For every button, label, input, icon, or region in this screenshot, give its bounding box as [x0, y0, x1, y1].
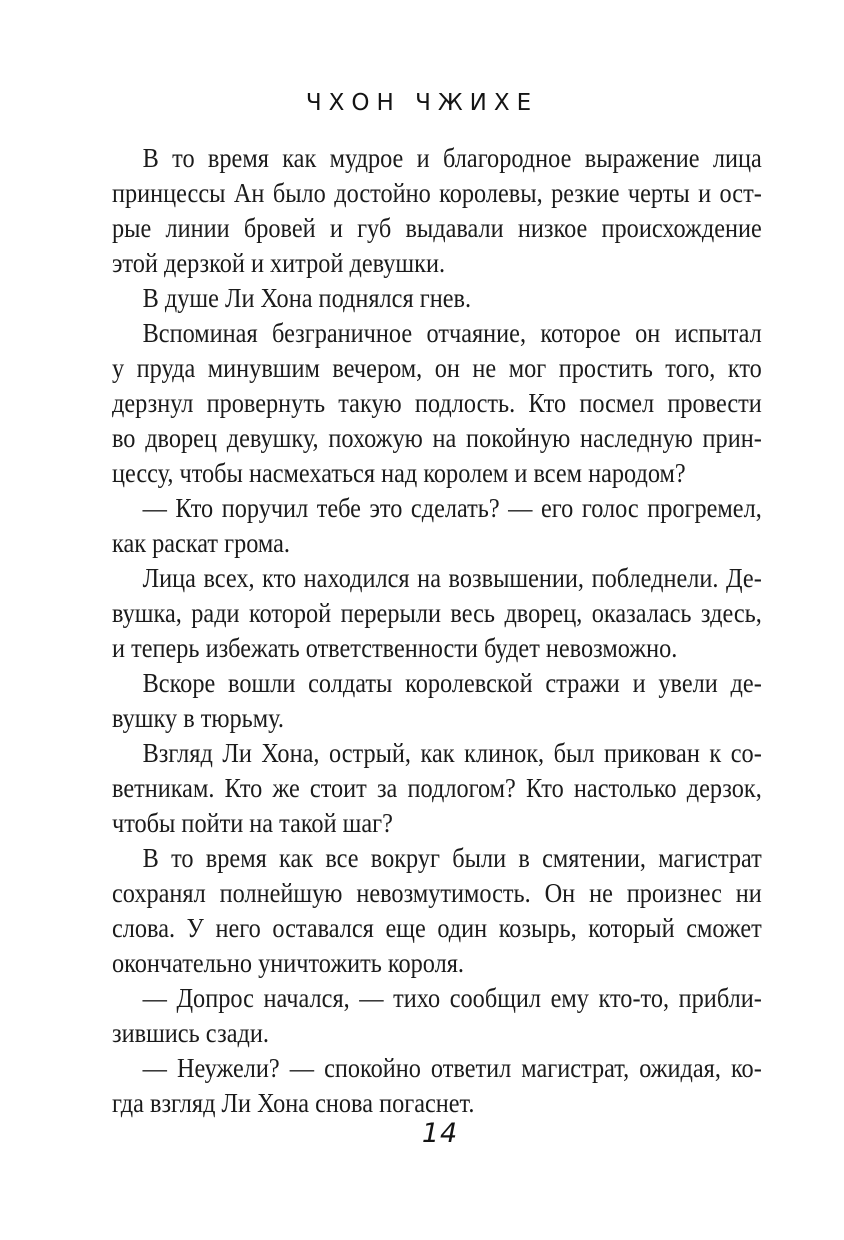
- paragraph-8-line-3: слова. У него оставался еще один козырь, который сможет: [112, 913, 762, 943]
- paragraph-3-line-3: дерзнул провернуть такую подлость. Кто посмел провести: [112, 388, 762, 418]
- paragraph-5-line-1: Лица всех, кто находился на возвышении, побледнели. Де-: [142, 563, 762, 593]
- paragraph-3-line-4: во дворец девушку, похожую на покойную наследную прин-: [112, 423, 762, 453]
- paragraph-3-line-1: Вспоминая безграничное отчаяние, которое он испытал: [142, 318, 762, 348]
- paragraph-1-line-2: принцессы Ан было достойно королевы, резкие черты и ост-: [112, 178, 762, 208]
- paragraph-10-line-2: гда взгляд Ли Хона снова погаснет.: [112, 1088, 475, 1118]
- paragraph-1-line-4: этой дерзкой и хитрой девушки.: [112, 248, 446, 278]
- paragraph-4-line-2: как раскат грома.: [112, 528, 291, 558]
- paragraph: [112, 281, 762, 316]
- paragraph: [112, 666, 762, 736]
- paragraph-7-line-3: чтобы пойти на такой шаг?: [112, 808, 393, 838]
- running-header-author: ЧХОН ЧЖИХЕ: [305, 90, 539, 116]
- paragraph-4-line-1: — Кто поручил тебе это сделать? — его голос прогремел,: [142, 493, 762, 523]
- paragraph-8-line-4: окончательно уничтожить короля.: [112, 948, 464, 978]
- paragraph-8-line-2: сохранял полнейшую невозмутимость. Он не произнес ни: [112, 878, 762, 908]
- paragraph: [112, 981, 762, 1051]
- paragraph-3-line-2: у пруда минувшим вечером, он не мог простить того, кто: [112, 353, 762, 383]
- paragraph-7-line-2: ветникам. Кто же стоит за подлогом? Кто настолько дерзок,: [112, 773, 762, 803]
- page-number: 14: [421, 1118, 459, 1149]
- paragraph-9-line-1: — Допрос начался, — тихо сообщил ему кто-то, прибли-: [142, 983, 762, 1013]
- paragraph-6-line-1: Вскоре вошли солдаты королевской стражи и увели де-: [142, 668, 762, 698]
- paragraph: [112, 736, 762, 841]
- paragraph-1-line-1: В то время как мудрое и благородное выражение лица: [142, 143, 762, 173]
- paragraph-7-line-1: Взгляд Ли Хона, острый, как клинок, был прикован к со-: [142, 738, 762, 768]
- paragraph-5-line-3: и теперь избежать ответственности будет невозможно.: [112, 633, 678, 663]
- paragraph-1-line-3: рые линии бровей и губ выдавали низкое происхождение: [112, 213, 762, 243]
- paragraph-9-line-2: зившись сзади.: [112, 1018, 269, 1048]
- paragraph-3-line-5: цессу, чтобы насмехаться над королем и всем народом?: [112, 458, 686, 488]
- paragraph: [112, 1051, 762, 1121]
- paragraph-8-line-1: В то время как все вокруг были в смятении, магистрат: [142, 843, 762, 873]
- paragraph-2-line-1: В душе Ли Хона поднялся гнев.: [142, 283, 472, 313]
- paragraph-5-line-2: вушка, ради которой перерыли весь дворец, оказалась здесь,: [112, 598, 762, 628]
- paragraph: [112, 141, 762, 281]
- paragraph: [112, 841, 762, 981]
- paragraph-6-line-2: вушку в тюрьму.: [112, 703, 284, 733]
- text-body: [112, 141, 762, 1121]
- paragraph: [112, 561, 762, 666]
- paragraph-10-line-1: — Неужели? — спокойно ответил магистрат, ожидая, ко-: [142, 1053, 762, 1083]
- paragraph: [112, 316, 762, 491]
- paragraph: [112, 491, 762, 561]
